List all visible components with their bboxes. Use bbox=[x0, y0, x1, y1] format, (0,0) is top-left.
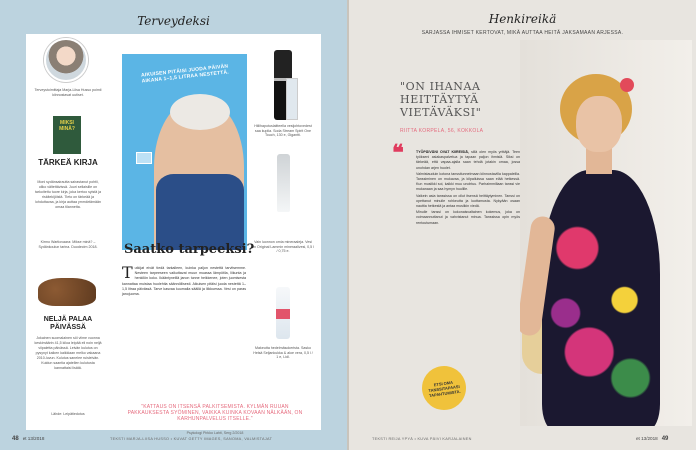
right-footer bbox=[636, 436, 668, 442]
section-subtitle: SARJASSA IHMISET KERTOVAT, MIKÄ AUTTAA HEITÄ JAKSAMAAN ARJESSA. bbox=[421, 30, 624, 36]
hair-flower bbox=[620, 78, 634, 92]
product-caption-3: Makeutta hedelmäsokerista. Sasko Helsä Seljankukka & aloe vera, 0,5 l / 1 e, Lidl. bbox=[253, 346, 313, 360]
right-issue: et 13/2018 bbox=[636, 436, 658, 441]
pull-quote-source: Psykologi Pirkko Lahti, Serg 2/2018 bbox=[186, 431, 244, 435]
quote-mark-icon: ❝ bbox=[392, 140, 404, 166]
feature-person: RIITTA KORPELA, 56, KOKKOLA bbox=[400, 128, 484, 134]
water-glass bbox=[136, 152, 152, 164]
book-article-body: Moni sydänsairautta sairastanut pohtii, oliko vältettävissä. Juuri sellaisille on tarkoitettu tuore kirja, joka kertoo syistä ja riskitekijöistä. Tieto on tärkeää ja lohduttavaa, ja kirja auttaa ymmärtämään omaa tilannetta. bbox=[34, 180, 102, 209]
left-issue: et 13/2018 bbox=[22, 436, 45, 441]
book-source: Kirmo Wartiovaara: Mikse minä? – Sydänkoulun tarina. Duodecim 2018. bbox=[38, 240, 98, 249]
section-title: Terveydeksi bbox=[137, 14, 210, 28]
article-headline: Saatko tarpeeksi? bbox=[124, 242, 255, 257]
woman-hair bbox=[170, 94, 230, 130]
feature-body bbox=[416, 150, 520, 227]
feature-body-1: sillä olen myös yrittäjä. Teen työkseni asiakaspalvelua ja tapaan paljon ihmisiä. Siksi on tärkeää, että vapaa-ajalla saan tehdä jotakin omaa, jossa unohdan arjen huolet. bbox=[416, 150, 521, 170]
left-credit: TEKSTI MARJA-LIISA HUSSO • KUVAT GETTY IMAGES, SANOMA, VALMISTAJAT bbox=[110, 437, 273, 441]
article-body bbox=[122, 263, 246, 297]
face bbox=[576, 96, 622, 152]
author-caption: Terveystoimittaja Marja-Liisa Husso poimii kiinnostavat uutiset. bbox=[34, 88, 102, 97]
right-page-number: 49 bbox=[661, 436, 669, 442]
left-page-number: 48 bbox=[12, 436, 19, 442]
feature-quote: "ON IHANAA HEITTÄYTYÄ VIETÄVÄKSI" bbox=[400, 80, 482, 119]
feature-body-2: Valmistauduin kotona tanssitunnelmaan kiinnostavilla kappaleilla. Tanssiminen on mukavaa, ja kilpailuissa saan elää hetkessä. Kun musiikki soi, kaikki muu unohtuu. Parhaimmillaan tanssi vie mukanaan ja saa hymyn huulille. bbox=[416, 171, 520, 192]
mineral-water-image bbox=[277, 154, 290, 212]
left-content-card bbox=[26, 34, 321, 435]
hero-quote: AIKUISEN PITÄISI JUODA PÄIVÄN AIKANA 1–1,5 LITRAA NESTETTÄ. bbox=[140, 63, 230, 85]
feature-body-4: Minulle tanssi on kokonaisvaltainen kokemus, joka on voimaannuttanut ja vahvistanut minua. Tanssissa opin myös rentoutumaan. bbox=[416, 210, 520, 225]
book-cover-image bbox=[53, 116, 81, 154]
bread-article-body: Jokainen suomalainen söi viime vuonna keskimäärin 41,5 kiloa leipää eli noin neljä viipaletta päivässä. Leivän kulutus on pysynyt kaiken kaikkiaan melko vakaana 2010-luvun. Kulutus sanelee ruisleivän. Kuidun saantia ajatellen kulutusta kannattaisi lisätä. bbox=[34, 336, 102, 370]
woman-top bbox=[156, 174, 244, 250]
right-credit: TEKSTI REIJA YPYÄ • KUVA PÄIVI KARJALAINEN bbox=[372, 437, 472, 441]
bread-heading: NELJÄ PALAA PÄIVÄSSÄ bbox=[43, 316, 93, 331]
hero-photo bbox=[122, 54, 247, 250]
flavored-water-image bbox=[276, 287, 290, 339]
bread-source: Lähde: Leipätiedotus bbox=[51, 412, 85, 416]
feature-body-3: Vaikein asia tanssissa on ollut itsensä heittäytyminen. Tanssi on opettanut minulle rohkeutta ja luottamusta. Nykyään osaan nauttia hetkestä ja antaa musiikin viedä. bbox=[416, 193, 520, 209]
section-title-right: Henkireikä bbox=[488, 12, 557, 26]
bread-image bbox=[38, 278, 96, 306]
tip-badge: ETSI OMA TANSSITAPAASI TAPAHTUMISTA. bbox=[419, 363, 469, 413]
left-footer bbox=[12, 436, 44, 442]
product-caption-2: Vain luonnon omia mineraaleja. Vesi on Original Lammin mineraalivesi, 0,5 l / 0,75 e. bbox=[252, 240, 314, 254]
product-caption-1: Hiilihapotuslaitteella vesijohtovedest saa kuplia. Soda Stream Spirit One Touch, 130 e, Gigantti. bbox=[254, 124, 312, 138]
article-body-text: utkijat eivät tiedä tarkalleen, kuinka paljon nestettä tarvitsemme. Nesteen tarpeeseen vaikuttavat muun muassa lämpötila, liikunta ja henkilön koko. Ikääntyneillä janon tunne heikkenee, joten juomisesta kannattaa muistaa huolehtia säännöllisesti. Aikuisen pitäisi juoda nestettä 1–1,5 litraa päivässä. Tarve kasvaa kuumalla säällä ja liikkuessa. Vesi on paras janojuoma. bbox=[122, 266, 246, 297]
author-avatar bbox=[44, 38, 88, 82]
pull-quote: "KATTAUS ON ITSENSÄ PALKITSEMISTA. KYLMÄN RUUAN PAKKAUKSESTA SYÖMINEN, VAIKKA KUINKA KOVAAN NÄLKÄÄN, ON KARHUNPALVELUS ITSELLE." bbox=[127, 404, 303, 422]
feature-body-lead: TYÖPÄIVÄNI OVAT KIIREISIÄ, bbox=[416, 150, 470, 154]
book-heading: TÄRKEÄ KIRJA bbox=[38, 158, 98, 167]
soda-stream-image bbox=[274, 50, 292, 120]
book-title: MIKSI MINÄ? bbox=[59, 120, 75, 132]
floral-dress bbox=[542, 170, 660, 426]
portrait-photo bbox=[520, 40, 692, 426]
drop-cap: T bbox=[122, 263, 133, 282]
